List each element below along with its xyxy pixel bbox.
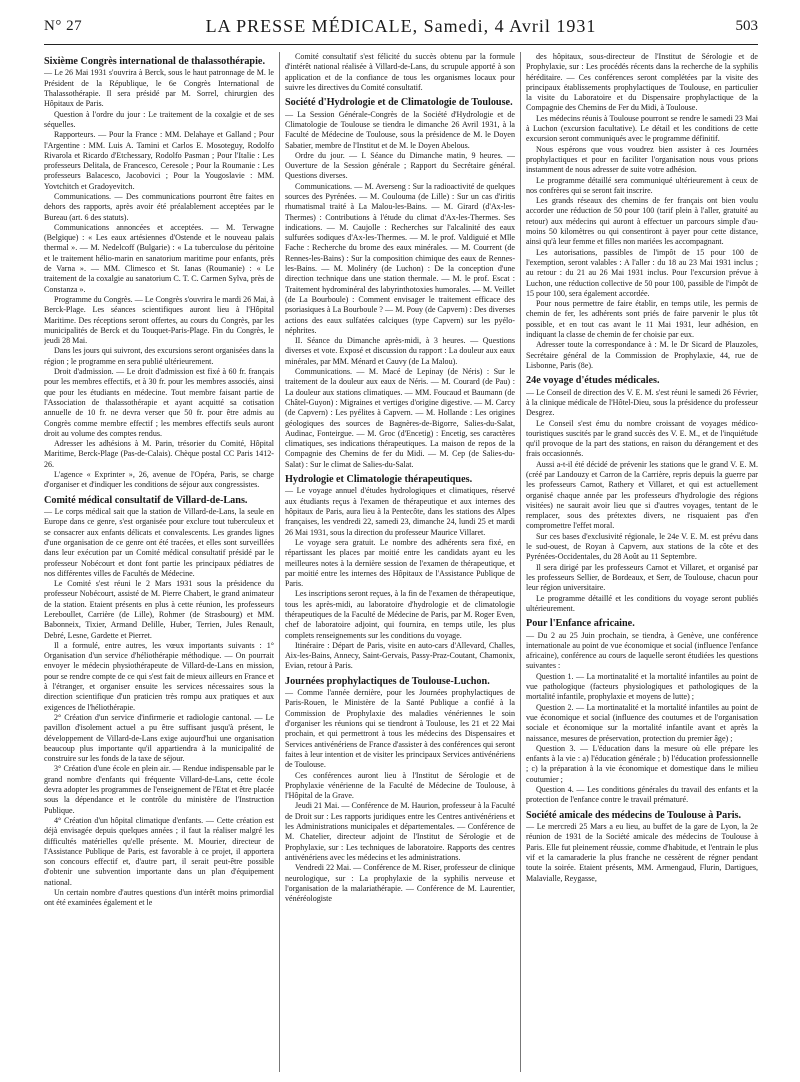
section-heading: 24e voyage d'études médicales.: [526, 375, 660, 387]
section-heading: Comité médical consultatif de Villard-de-Lans.: [44, 494, 248, 506]
paragraph: Le Conseil s'est ému du nombre croissant de voyages médico-touristiques suscités par le grand succès des V. E. M., et de l'inquiétude qu'il provoque de la part des stations, en raison du dérangement et des frais occasionnés.: [526, 418, 758, 459]
paragraph: Le programme détaillé et les conditions du voyage seront publiés ultérieurement.: [526, 593, 758, 613]
paragraph: — Le voyage annuel d'études hydrologiques et climatiques, réservé aux étudiants reçus à l'examen de thérapeutique et aux internes des hôpitaux de Paris, aura lieu à la Pentecôte, dans les stations des Alpes françaises, les vendredi 22, samedi 23, dimanche 24, lundi 25 et mardi 26 Mai 1931, sous la direction du professeur Maurice Villaret.: [285, 486, 515, 537]
paragraph: Nous espérons que vous voudrez bien assister à ces Journées prophylactiques et pour en faciliter l'organisation nous vous prions instamment de nous adresser de suite votre adhésion.: [526, 144, 758, 175]
paragraph: Il sera dirigé par les professeurs Carnot et Villaret, et organisé par les professeurs Sellier, de Bordeaux, et Serr, de Toulouse, chacun pour leur région universitaire.: [526, 562, 758, 593]
paragraph: Jeudi 21 Mai. — Conférence de M. Haurion, professeur à la Faculté de Droit sur : Les rapports juridiques entre les Centres antivénériens et les Administrations municipales et départementales. — Conférence de M. Chatelier, directeur adjoint de l'Institut de Sérologie et de Prophylaxie, sur : Les techniques de laboratoire. Rapports des centres antivénériens avec les médecins et les administrations.: [285, 801, 515, 862]
paragraph: 3° Création d'une école en plein air. — Rendue indispensable par le grand nombre d'enfants qui fréquente Villard-de-Lans, cette école devra adopter les programmes de l'enseignement de l'Etat et être placée sous la dépendance et le contrôle du ministère de l'Instruction Publique.: [44, 764, 274, 815]
paragraph: Communications. — M. Averseng : Sur la radioactivité de quelques sources des Pyrénées. — M. Couloumа (de Lille) : Sur un cas d'iritis rhumatismal traité à La Malou-les-Bains. — M. Girard (d'Ax-les-Thermes) : Contributions à l'étude du climat d'Ax-les-Thermes. Ses indications. — M. Caujolle : Recherches sur l'alcalinité des eaux sulfurées sodiques d'Ax-les-Thermes. — M. le prof. Valdiguié et Mlle Fache : Recherche du brome des eaux minérales. — M. Courrent (de Rennes-les-Bains) : Sur la composition chimique des eaux de Rennes-les-Bains. — M. Molinéry (de Luchon) : De la conception d'une direction technique dans une station thermale. — M. le prof. Escat : Traitement hydrominéral des labyrinthotoxies humorales. — M. Veillet (de La Bourboule) : Comment envisager le traitement efficace des psoriasiques à La Bourboule ? — M. Pouy (de Capvern) : Des diverses actions des eaux sulfatées calciques (type Capvern) sur les pyélo-néphrites.: [285, 181, 515, 335]
section-heading: Sixième Congrès international de thalassothérapie.: [44, 56, 266, 67]
section-heading: Société amicale des médecins de Toulouse à Paris.: [526, 809, 742, 821]
column-divider: [279, 52, 280, 1072]
paragraph: II. Séance du Dimanche après-midi, à 3 heures. — Questions diverses et vote. Exposé et discussion du rapport : La douleur aux eaux minérales, par MM. Ménard et Cauvy (de La Malou).: [285, 336, 515, 366]
paragraph: — La Session Générale-Congrès de la Société d'Hydrologie et de Climatologie de Toulouse se tiendra le dimanche 26 Avril 1931, à la Faculté de Médecine de Toulouse, sous la présidence de M. le Doyen Sabatier, membre de l'Institut et de M. le Doyen Abelous.: [285, 109, 515, 150]
paragraph: 4° Création d'un hôpital climatique d'enfants. — Cette création est déjà envisagée depuis quelques années ; il faut la réaliser malgré les difficultés matérielles qu'elle présente. M. Mourier, directeur de l'Assistance Publique de Paris, est favorable à ce projet, il apportera son concours effectif et, d'autre part, il serait peut-être possible d'obtenir une subvention importante dans un plan d'équipement national.: [44, 815, 274, 887]
section-heading: Pour l'Enfance africaine.: [526, 618, 635, 630]
column-1: [44, 52, 274, 1072]
paragraph: — Comme l'année dernière, pour les Journées prophylactiques de Paris-Rouen, le Ministère de la Santé Publique a confié à la Commission de Prophylaxie des maladies vénériennes le soin d'organiser les réunions qui se tiendront à Toulouse, les 21 et 22 Mai prochain, et qui permettront à tous les médecins des Dispensaires et Services antivénériens de France d'assister à des conférences qui seront faites à leur intention et de visiter les principaux Services antivénériens de Toulouse.: [285, 688, 515, 770]
paragraph: Programme du Congrès. — Le Congrès s'ouvrira le mardi 26 Mai, à Berck-Plage. Les séances scientifiques auront lieu à l'Hôpital Maritime. Des réceptions seront offertes, au cours du Congrès, par les municipalités de Berck et du Touquet-Paris-Plage. Fin du Congrès, le jeudi 28 Mai.: [44, 294, 274, 346]
paragraph: — Le 26 Mai 1931 s'ouvrira à Berck, sous le haut patronnage de M. le Président de la République, le 6e Congrès International de Thalassothérapie. Il sera présidé par M. Sorrel, chirurgien des Hôpitaux de Paris.: [44, 68, 274, 109]
header-rule: [44, 44, 758, 45]
paragraph: Communications. — M. Macé de Lepinay (de Néris) : Sur le traitement de la douleur aux eaux de Néris. — M. Courard (de Pau) : La douleur aux stations climatiques. — MM. Foucaud et Baumann (de Châtel-Guyon) : Migraines et vertiges d'origine digestive. — M. Carcy (de Capvern) : Les pyélites à Capvern. — M. Hollande : Les origines géologiques des sources de Bagnères-de-Bigorre, Salies-du-Salat, Audinac, Fonteirgue. — M. Groc (d'Encetig) : Encetig, ses caractères climatiques, ses indications thérapeutiques. La maison de repos de la Compagnie des Chemins de fer du Midi. — M. Cep (de Salies-du-Salat) : Sur le climat de Salies-du-Salat.: [285, 367, 515, 469]
paragraph: Communications annoncées et acceptées. — M. Terwagne (Belgique) : « Les eaux artésiennes d'Ostende et le nouveau palais thermal ». — M. Nedelcoff (Bulgarie) : « La tuberculose du péritoine et le traitement hélio-marin en sanatorium maritime pour enfants, près de Varna ». — MM. Climesco et St. Ianas (Roumanie) : « Le traitement de la coxalgie au sanatorium C. T. C. Carmen Sylva, près de Constanza ».: [44, 222, 274, 294]
page-header: [44, 16, 758, 42]
section-heading: Hydrologie et Climatologie thérapeutiques.: [285, 474, 473, 485]
paragraph: Les autorisations, passibles de l'impôt de 15 pour 100 de l'exemption, seront valables : A l'aller : du 18 au 23 Mai 1931 inclus ; au retour : du 21 au 26 Mai 1931 inclus. Pour l'excursion prévue à Luchon, une réduction collective de 50 pour 100, passible de l'impôt de 15 pour 100, sera également accordée.: [526, 247, 758, 298]
paragraph: Question 3. — L'éducation dans la mesure où elle prépare les enfants à la vie : a) l'éducation générale ; b) l'éducation professionnelle ; c) la préparation à la vie économique et domestique dans le milieu coutumier ;: [526, 743, 758, 784]
paragraph: Pour nous permettre de faire établir, en temps utile, les permis de chemin de fer, les adhérents sont priés de faire parvenir le plus tôt possible, et en tout cas avant le 11 Mai 1931, leur adhésion, en indiquant la classe de chemin de fer choisie par eux.: [526, 299, 758, 340]
paragraph: Dans les jours qui suivront, des excursions seront organisées dans la région ; le programme en sera publié ultérieurement.: [44, 346, 274, 366]
paragraph: — Le Conseil de direction des V. E. M. s'est réuni le samedi 26 Février, à la clinique médicale de l'Hôtel-Dieu, sous la présidence du professeur Desgrez.: [526, 387, 758, 418]
paragraph: Question 4. — Les conditions générales du travail des enfants et la protection de l'enfance contre le travail prématuré.: [526, 785, 758, 805]
section-heading: Journées prophylactiques de Toulouse-Luchon.: [285, 675, 490, 687]
paragraph: Le Comité s'est réuni le 2 Mars 1931 sous la présidence du professeur Nobécourt, assisté de M. Pierre Chabert, le grand animateur de la station. Etaient présents en plus à cette réunion, les professeurs Lereboullet, Carrière (de Lille), Rohmer (de Strasbourg) et MM. Babonneix, Tixier, Armand Delille, Huber, Terrien, Jules Renault, Debré, Lesne, Gardette et Pierret.: [44, 579, 274, 640]
paragraph: — Du 2 au 25 Juin prochain, se tiendra, à Genève, une conférence internationale au point de vue économique et social (influence l'enfance africaine), conférence au cours de laquelle seront étudiées les questions suivantes :: [526, 630, 758, 671]
paragraph: Adresser toute la correspondance à : M. le Dr Sicard de Plauzoles, Secrétaire général de la Commission de Prophylaxie, 44, rue de Lisbonne, Paris (8e).: [526, 340, 758, 370]
paragraph: Un certain nombre d'autres questions d'un intérêt moins primordial ont été examinées également et le: [44, 888, 274, 908]
journal-title: LA PRESSE MÉDICALE, Samedi, 4 Avril 1931: [205, 16, 597, 36]
paragraph: — Le mercredi 25 Mars a eu lieu, au buffet de la gare de Lyon, la 2e réunion de 1931 de la Société amicale des médecins de Toulouse à Paris. Elle fut pleinement réussie, comme d'habitude, et l'entrain le plus vif et la camaraderie la plus franche ne cessèrent de régner pendant toute la soirée. Etaient présents, MM. Armengaud, Flurin, Dartigues, Malavialle, Reygasse,: [526, 822, 758, 883]
section-heading: Société d'Hydrologie et de Climatologie de Toulouse.: [285, 97, 513, 109]
paragraph: — Le corps médical sait que la station de Villard-de-Lans, la seule en Europe dans ce genre, s'est organisée pour exclure tout tuberculeux et se consacrer aux enfants délicats et convalescents. Les grandes lignes d'une organisation de ce genre ont été tracées, et elles sont surveillées dans leur exécution par un Comité médical consultatif présidé par le professeur Nobécourt et dont font partie les principaux pédiatres de nos différentes villes de Facultés de Médecine.: [44, 507, 274, 578]
paragraph: Aussi a-t-il été décidé de prévenir les stations que le grand V. E. M. (créé par Landouzy et Carron de la Carrière, repris depuis la guerre par les professeurs Carnot, Rathery et Villaret, et qui est actuellement organisé chaque année par les professeurs d'hydrologie des régions visitées) ne saurait avoir lieu que si d'autres voyages, tentant de le remplacer, sous des prétextes divers, ne risquaient pas d'en compromettre l'effet moral.: [526, 459, 758, 531]
paragraph: Question 1. — La mortinatalité et la mortalité infantiles au point de vue pathologique (facteurs physiologiques et pathologiques de la mortalité infantile, prophylaxie et moyens de lutte) ;: [526, 671, 758, 702]
paragraph: Le programme détaillé sera communiqué ultérieurement à ceux de nos confrères qui se seront fait inscrire.: [526, 175, 758, 195]
paragraph: L'agence « Exprinter », 26, avenue de l'Opéra, Paris, se charge d'organiser et d'indiquer les conditions de séjour aux congressistes.: [44, 470, 274, 490]
paragraph: Communications. — Des communications pourront être faites en dehors des rapports, après avoir été préalablement acceptées par le Bureau (art. 6 des statuts).: [44, 191, 274, 222]
column-3: [526, 52, 758, 1072]
paragraph: Question 2. — La mortinatalité et la mortalité infantiles au point de vue économique et social (influence des coutumes et de l'organisation sociale et économique sur la mortalité infantile avant et après la naissance, mesures de préservation, protection du premier âge) ;: [526, 702, 758, 743]
paragraph: Les inscriptions seront reçues, à la fin de l'examen de thérapeutique, tous les après-midi, au laboratoire d'hydrologie et de climatologie thérapeutiques de la Faculté de Médecine de Paris, par M. Roger Even, chef de laboratoire adjoint, qui fournira, en temps utile, les plus complets renseignements sur les conditions du voyage.: [285, 589, 515, 640]
paragraph: Ordre du jour. — I. Séance du Dimanche matin, 9 heures. — Ouverture de la Session générale ; Rapport du Secrétaire général. Questions diverses.: [285, 150, 515, 181]
paragraph: 2° Création d'un service d'infirmerie et radiologie cantonal. — Le pavillon d'isolement actuel a pu être suffisant jusqu'à présent, le développement de Villard-de-Lans exige aujourd'hui une organisation beaucoup plus importante qu'il appartiendra à la municipalité de construire sur les fonds de la taxe de séjour.: [44, 712, 274, 764]
paragraph: Ces conférences auront lieu à l'Institut de Sérologie et de Prophylaxie vénérienne de la Faculté de Médecine de Toulouse, à l'Hôpital de la Grave.: [285, 770, 515, 801]
paragraph: des hôpitaux, sous-directeur de l'Institut de Sérologie et de Prophylaxie, sur : Les procédés récents dans la recherche de la syphilis héréditaire. — Ces conférences seront complétées par la visite des principaux établissements prophylactiques de Toulouse, en particulier la visite du Laboratoire et du Dispensaire prophylactique de la Compagnie des Chemins de Fer du Midi, à Toulouse.: [526, 52, 758, 113]
paragraph: Sur ces bases d'exclusivité régionale, le 24e V. E. M. est prévu dans le sud-ouest, de Royan à Capvern, aux stations de la côte et des Pyrénées-Occidentales, du 28 Août au 11 Septembre.: [526, 531, 758, 562]
paragraph: Les médecins réunis à Toulouse pourront se rendre le samedi 23 Mai à Luchon (excursion facultative). Le détail et les conditions de cette excursion seront communiqués avec le programme définitif.: [526, 113, 758, 144]
paragraph: Vendredi 22 Mai. — Conférence de M. Riser, professeur de clinique neurologique, sur : La prophylaxie de la syphilis nerveuse et l'organisation de la malariathérapie. — Conférence de M. Laurentier, vénéréologiste: [285, 863, 515, 904]
issue-number: N° 27: [44, 18, 83, 34]
paragraph: Les grands réseaux des chemins de fer français ont bien voulu accorder une réduction de 50 pour 100 (tarif plein à l'aller, gratuité au retour) aux médecins qui auront à effectuer un parcours simple d'au-moins 50 kilomètres ou qui consentiront à payer pour cette distance, ainsi qu'à leur femme et filles non mariées les accompagnant.: [526, 196, 758, 247]
paragraph: Rapporteurs. — Pour la France : MM. Delahaye et Galland ; Pour l'Argentine : MM. Luis A. Tamini et Carlos E. Mosoteguy, Rodolfo Rivarola et Ricardo d'Etchessary, Rodolfo Pasman ; Pour l'Italie : Les professeurs Delitala, de Francesco, Ceresole ; Pour la Roumanie : Les professeurs Balacesco, Jacobovici ; Pour la Yougoslavie : MM. Yovtchitch et Gradoyevitch.: [44, 130, 274, 191]
column-2: [285, 52, 515, 1072]
paragraph: Comité consultatif s'est félicité du succès obtenu par la formule d'intérêt national réalisée à Villard-de-Lans, du scrupule apporté à son application et de la confiance de tous les organismes locaux pour suivre les directives du Comité consultatif.: [285, 52, 515, 92]
paragraph: Le voyage sera gratuit. Le nombre des adhérents sera fixé, en répartissant les places par moitié entre les candidats ayant eu les meilleures notes à la dernière session de l'examen de thérapeutique, et par moitié entre les internes des Hôpitaux de l'Assistance Publique de Paris.: [285, 537, 515, 589]
paragraph: Droit d'admission. — Le droit d'admission est fixé à 60 fr. français pour les membres effectifs, et à 30 fr. pour les membres associés, ainsi que pour les étudiants en médecine. Tout membre faisant partie de l'Association de thalassothérapie et ayant acquitté sa cotisation annuelle de 10 fr. ne devra verser que 50 fr. pour être admis au Congrès comme membre effectif ; les membres effectifs seuls auront droit au volume des comptes rendus.: [44, 367, 274, 438]
column-divider: [520, 52, 521, 1072]
page-number: 503: [735, 18, 758, 34]
paragraph: Adresser les adhésions à M. Parin, trésorier du Comité, Hôpital Maritime, Berck-Plage (Pas-de-Calais). Chèque postal CC Paris 1412-26.: [44, 439, 274, 469]
paragraph: Il a formulé, entre autres, les vœux importants suivants : 1° Organisation d'un service d'héliothérapie méthodique. — On pourrait envoyer le médecin physiothérapeute de Villard-de-Lans en mission, pour se rendre compte de ce qui s'est fait de mieux ailleurs en France et à l'étranger, et organiser ensuite les services nécessaires sous la direction scientifique d'un praticien très rompu aux pratiques et aux exigences de l'héliothérapie.: [44, 640, 274, 712]
paragraph: Question à l'ordre du jour : Le traitement de la coxalgie et de ses séquelles.: [44, 109, 274, 129]
paragraph: Itinéraire : Départ de Paris, visite en auto-cars d'Allevard, Challes, Aix-les-Bains, Annecy, Saint-Gervais, Passy-Praz-Coutant, Chamonix, Evian, retour à Paris.: [285, 640, 515, 671]
